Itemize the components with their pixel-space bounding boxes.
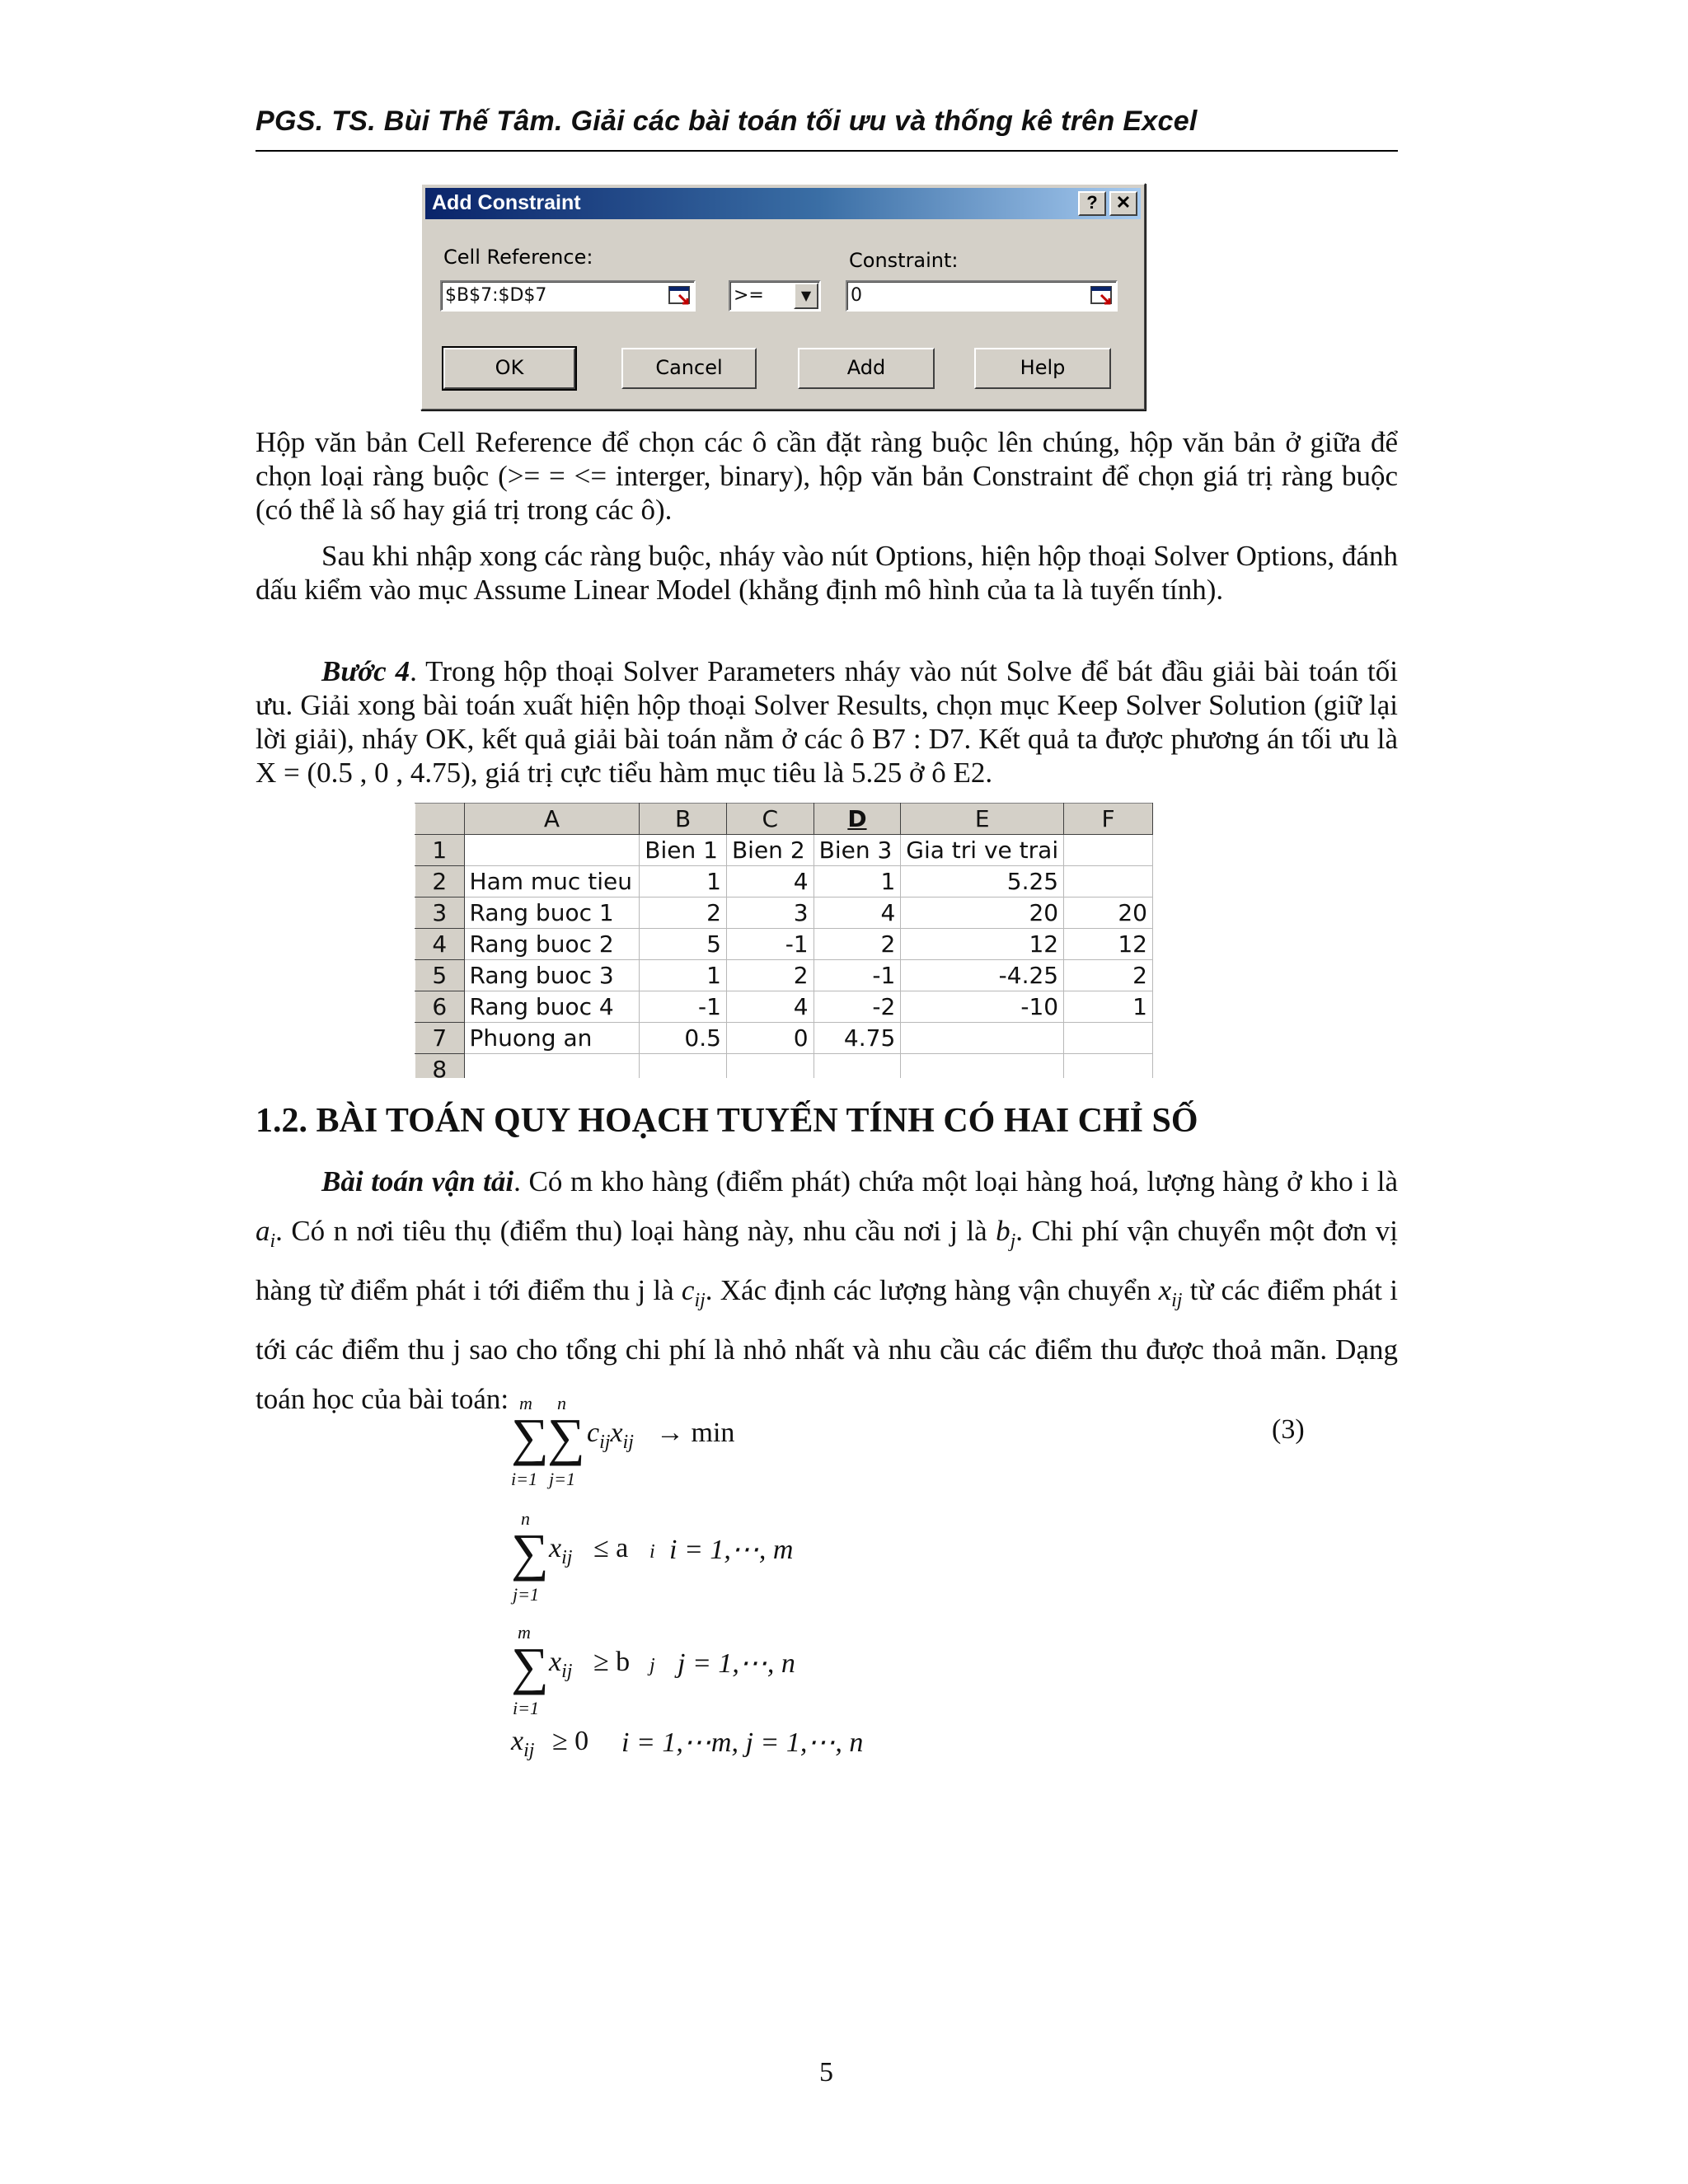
constraint-value: 0 bbox=[851, 285, 862, 306]
cell[interactable]: Rang buoc 3 bbox=[464, 960, 640, 991]
equation-number: (3) bbox=[1272, 1414, 1305, 1445]
dialog-title: Add Constraint bbox=[432, 191, 581, 214]
ok-button[interactable]: OK bbox=[443, 348, 575, 389]
cell-reference-input[interactable] bbox=[440, 280, 696, 312]
cell-reference-label: Cell Reference: bbox=[443, 246, 593, 269]
cell[interactable]: 2 bbox=[814, 929, 901, 960]
cell[interactable]: 3 bbox=[726, 898, 814, 929]
cell[interactable]: 5 bbox=[640, 929, 727, 960]
cell[interactable]: Bien 3 bbox=[814, 835, 901, 866]
row-header[interactable]: 5 bbox=[415, 960, 465, 991]
cell[interactable]: 0.5 bbox=[640, 1023, 727, 1054]
table-row bbox=[415, 835, 1153, 866]
cell[interactable] bbox=[901, 1054, 1064, 1079]
row-header[interactable]: 3 bbox=[415, 898, 465, 929]
row-header[interactable]: 8 bbox=[415, 1054, 465, 1079]
paragraph-step4 bbox=[256, 654, 1398, 790]
column-header[interactable]: C bbox=[726, 804, 814, 835]
operator-select[interactable] bbox=[729, 280, 821, 312]
cell[interactable]: -10 bbox=[901, 991, 1064, 1023]
section-title: 1.2. BÀI TOÁN QUY HOẠCH TUYẾN TÍNH CÓ HAI CHỈ SỐ bbox=[256, 1102, 1198, 1140]
cell[interactable]: 1 bbox=[640, 960, 727, 991]
transport-text-4: . Xác định các lượng hàng vận chuyển bbox=[705, 1274, 1159, 1306]
nonneg-range: i = 1,⋯m, j = 1,⋯, n bbox=[621, 1727, 864, 1758]
table-row bbox=[415, 866, 1153, 898]
step4-text: . Trong hộp thoại Solver Parameters nháy vào nút Solve để bát đầu giải bài toán tối ưu. Giải xong bài toán xuất hiện hộp thoại Solver Results, chọn mục Keep Solver Solution (giữ lại lời giải), nháy OK, kết quả giải bài toán nằm ở các ô B7 : D7. Kết quả ta được phương án tối ưu là X = (0.5 , 0 , 4.75), giá trị cực tiểu hàm mục tiêu là 5.25 ở ô E2. bbox=[256, 655, 1398, 789]
step4-label: Bước 4 bbox=[321, 655, 410, 687]
table-row bbox=[415, 960, 1153, 991]
cell[interactable]: Ham muc tieu bbox=[464, 866, 640, 898]
demand-range: j = 1,⋯, n bbox=[678, 1648, 795, 1679]
cell[interactable] bbox=[1064, 866, 1153, 898]
cell[interactable]: 20 bbox=[901, 898, 1064, 929]
cell[interactable]: 12 bbox=[1064, 929, 1153, 960]
page-number: 5 bbox=[819, 2057, 833, 2088]
cell[interactable]: -4.25 bbox=[901, 960, 1064, 991]
cell[interactable]: Rang buoc 1 bbox=[464, 898, 640, 929]
cell[interactable]: Rang buoc 2 bbox=[464, 929, 640, 960]
row-header[interactable]: 4 bbox=[415, 929, 465, 960]
spreadsheet-table bbox=[415, 803, 1153, 1078]
cell[interactable]: Rang buoc 4 bbox=[464, 991, 640, 1023]
paragraph-cell-reference: Hộp văn bản Cell Reference để chọn các ô cần đặt ràng buộc lên chúng, hộp văn bản ở giữa để chọn loại ràng buộc (>= = <= interger, binary), hộp văn bản Constraint để chọn giá trị ràng buộc (có thể là số hay giá trị trong các ô). bbox=[256, 426, 1398, 526]
column-header[interactable]: E bbox=[901, 804, 1064, 835]
cell[interactable]: Bien 2 bbox=[726, 835, 814, 866]
table-row bbox=[415, 1023, 1153, 1054]
supply-range: i = 1,⋯, m bbox=[669, 1535, 794, 1565]
row-header[interactable]: 1 bbox=[415, 835, 465, 866]
cell[interactable]: 20 bbox=[1064, 898, 1153, 929]
header-rule bbox=[256, 150, 1398, 152]
cell-reference-value: $B$7:$D$7 bbox=[445, 285, 547, 306]
cell[interactable]: 4.75 bbox=[814, 1023, 901, 1054]
spreadsheet-result bbox=[415, 803, 1153, 1078]
table-row bbox=[415, 898, 1153, 929]
cell[interactable] bbox=[901, 1023, 1064, 1054]
cell[interactable] bbox=[726, 1054, 814, 1079]
cell[interactable]: 4 bbox=[814, 898, 901, 929]
cell[interactable]: 2 bbox=[726, 960, 814, 991]
cell[interactable] bbox=[464, 1054, 640, 1079]
math-c-ij: $c_{ij}$ bbox=[681, 1274, 706, 1311]
row-header[interactable]: 6 bbox=[415, 991, 465, 1023]
cell[interactable]: 1 bbox=[814, 866, 901, 898]
cell[interactable]: 4 bbox=[726, 991, 814, 1023]
cell[interactable]: 5.25 bbox=[901, 866, 1064, 898]
constraint-label: Constraint: bbox=[849, 249, 959, 272]
paragraph-transport-problem bbox=[256, 1157, 1398, 1424]
transport-text-5: từ các điểm phát i tới các điểm thu j sao cho tổng chi phí là nhỏ nhất và nhu cầu các điểm thu được thoả mãn. Dạng toán học của bài toán: bbox=[256, 1274, 1399, 1415]
cell[interactable]: Bien 1 bbox=[640, 835, 727, 866]
column-header-row bbox=[415, 804, 1153, 835]
table-row bbox=[415, 1054, 1153, 1079]
cell[interactable]: 1 bbox=[1064, 991, 1153, 1023]
dialog-titlebar bbox=[425, 188, 1141, 219]
chevron-down-icon[interactable]: ▼ bbox=[794, 283, 818, 309]
cell[interactable]: 0 bbox=[726, 1023, 814, 1054]
nonneg-rhs: ≥ 0 bbox=[552, 1726, 589, 1756]
math-a-i: $a_i$ bbox=[256, 1215, 276, 1252]
cell[interactable]: 12 bbox=[901, 929, 1064, 960]
paragraph-options: Sau khi nhập xong các ràng buộc, nháy vào nút Options, hiện hộp thoại Solver Options, đánh dấu kiểm vào mục Assume Linear Model (khẳng định mô hình của ta là tuyến tính). bbox=[256, 540, 1398, 606]
help-title-button[interactable]: ? bbox=[1078, 191, 1106, 216]
cell[interactable]: -1 bbox=[814, 960, 901, 991]
add-button[interactable]: Add bbox=[798, 348, 935, 389]
help-button[interactable]: Help bbox=[974, 348, 1111, 389]
corner-cell[interactable] bbox=[415, 804, 465, 835]
table-row bbox=[415, 991, 1153, 1023]
cell[interactable]: -2 bbox=[814, 991, 901, 1023]
transport-text-1: . Có m kho hàng (điểm phát) chứa một loại hàng hoá, lượng hàng ở kho i là bbox=[513, 1165, 1398, 1197]
cell[interactable]: Gia tri ve trai bbox=[901, 835, 1064, 866]
range-select-icon[interactable] bbox=[1090, 284, 1114, 308]
cell[interactable]: Phuong an bbox=[464, 1023, 640, 1054]
row-header[interactable]: 7 bbox=[415, 1023, 465, 1054]
math-b-j: $b_j$ bbox=[996, 1215, 1016, 1252]
math-x-ij: $x_{ij}$ bbox=[1158, 1274, 1183, 1311]
demand-rhs: ≥ b bbox=[593, 1647, 631, 1677]
operator-value: >= bbox=[734, 285, 764, 306]
cell[interactable]: 2 bbox=[640, 898, 727, 929]
column-header[interactable]: B bbox=[640, 804, 727, 835]
close-button[interactable]: ✕ bbox=[1109, 191, 1137, 216]
cell[interactable] bbox=[1064, 1023, 1153, 1054]
cell[interactable] bbox=[464, 835, 640, 866]
cell[interactable] bbox=[1064, 1054, 1153, 1079]
column-header[interactable]: A bbox=[464, 804, 640, 835]
cell[interactable]: 1 bbox=[640, 866, 727, 898]
column-header[interactable]: F bbox=[1064, 804, 1153, 835]
constraint-input[interactable] bbox=[846, 280, 1118, 312]
transport-problem-label: Bài toán vận tải bbox=[321, 1165, 514, 1197]
column-header[interactable]: D bbox=[814, 804, 901, 835]
cell[interactable] bbox=[640, 1054, 727, 1079]
cell[interactable]: 2 bbox=[1064, 960, 1153, 991]
transport-text-2: . Có n nơi tiêu thụ (điểm thu) loại hàng này, nhu cầu nơi j là bbox=[275, 1215, 996, 1247]
table-row bbox=[415, 929, 1153, 960]
row-header[interactable]: 2 bbox=[415, 866, 465, 898]
range-select-icon[interactable] bbox=[668, 284, 692, 308]
running-header: PGS. TS. Bùi Thế Tâm. Giải các bài toán tối ưu và thống kê trên Excel bbox=[256, 105, 1198, 137]
add-constraint-dialog bbox=[420, 183, 1146, 410]
cell[interactable]: -1 bbox=[640, 991, 727, 1023]
cell[interactable] bbox=[814, 1054, 901, 1079]
supply-rhs: ≤ a bbox=[593, 1533, 629, 1563]
cell[interactable]: 4 bbox=[726, 866, 814, 898]
objective-rhs: → min bbox=[656, 1418, 735, 1448]
cell[interactable]: -1 bbox=[726, 929, 814, 960]
cell[interactable] bbox=[1064, 835, 1153, 866]
cancel-button[interactable]: Cancel bbox=[621, 348, 757, 389]
transport-text-3: . Chi phí vận chuyển một đơn vị hàng từ điểm phát i tới điểm thu j là bbox=[256, 1215, 1399, 1306]
